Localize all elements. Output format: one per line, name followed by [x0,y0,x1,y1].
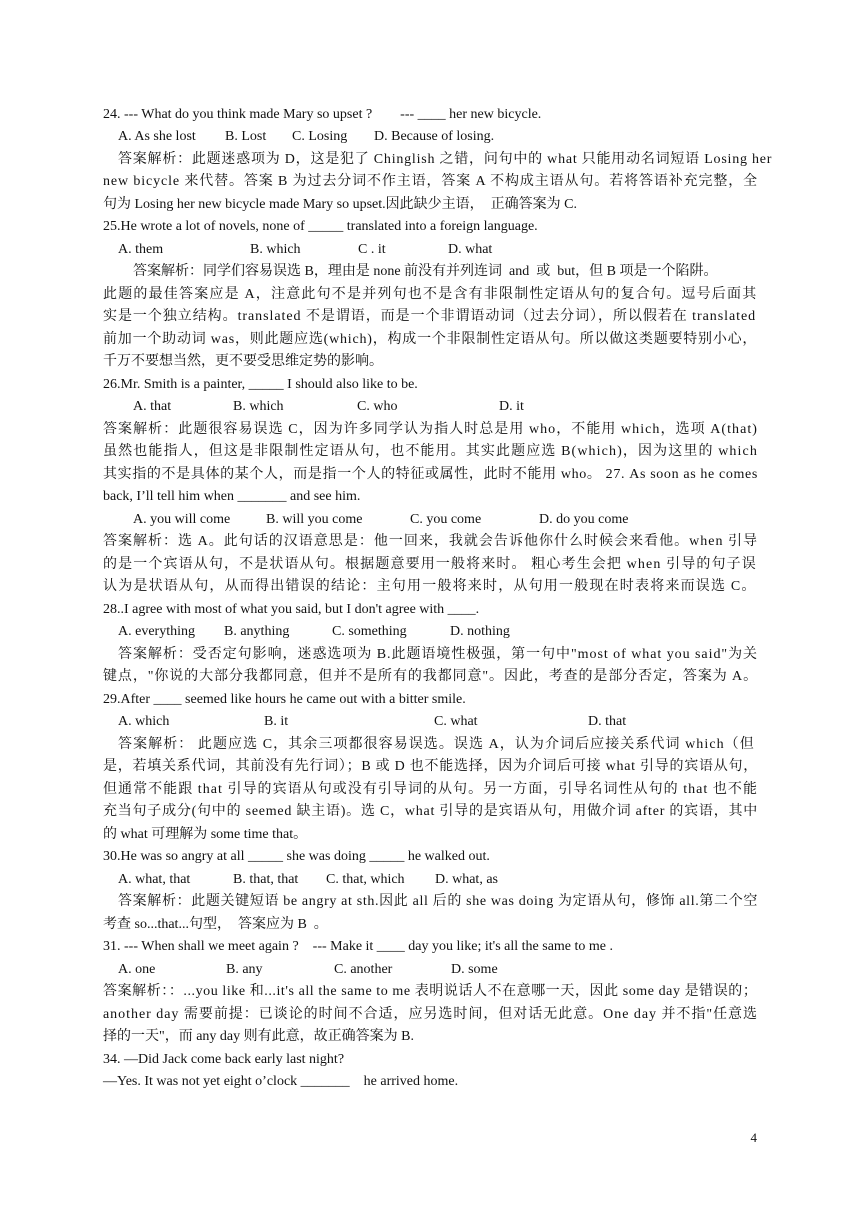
options-29 [118,713,758,731]
option-c: C. who [357,399,398,414]
question-24: 24. --- What do you think made Mary so upset ? --- ____ her new bicycle. [103,107,542,122]
explanation-line: 充当句子成分(句中的 seemed 缺主语)。选 C，what 引导的是宾语从句，用做介词 after 的宾语，其中 [103,804,758,819]
option-b: B. it [264,714,289,729]
explanation-line: 考查 so...that...句型， 答案应为 B 。 [103,917,328,932]
option-d: D. it [499,399,524,414]
page-number: 4 [750,1130,757,1145]
explanation-line: 实是一个独立结构。translated 不是谓语，而是一个非谓语动词（过去分词），所以假若在 translated [103,309,757,324]
explanation-line: 答案解析：：...you like 和...it's all the same to me 表明说话人不在意哪一天，因此 some day 是错误的； [103,984,758,999]
option-a: A. that [133,399,172,414]
explanation-line: 认为是状语从句，从而得出错误的结论：主句用一般将来时，从句用一般现在时表将来而误选 C。 [103,579,757,594]
explanation-line: 千万不要想当然，更不要受思维定势的影响。 [103,354,383,369]
option-c: C . it [358,242,386,257]
option-c: C. what [434,714,478,729]
option-d: D. some [451,962,498,977]
option-c: C. another [334,962,393,977]
option-b: B. anything [224,624,290,639]
option-d: D. nothing [450,624,510,639]
option-b: B. which [250,242,301,257]
option-c: C. you come [410,512,482,527]
explanation-line: 是，若填关系代词，其前没有先行词）；B 或 D 也不能选择，因为介词后可接 what 引导的宾语从句， [103,759,758,774]
option-b: B. any [226,962,263,977]
explanation-line: another day 需要前提：已谈论的时间不合适，应另选时间，但对话无此意。One day 并不指"任意选 [103,1007,758,1022]
question-34: 34. —Did Jack come back early last night? [103,1052,345,1067]
explanation-line: 答案解析：选 A。此句话的汉语意思是：他一回来，我就会告诉他你什么时候会来看他。when 引导 [103,534,758,549]
options-24 [118,128,758,146]
option-c: C. Losing [292,129,348,144]
question-34-response: —Yes. It was not yet eight o’clock _______ he arrived home. [103,1074,459,1089]
question-26: 26.Mr. Smith is a painter, _____ I should also like to be. [103,377,418,392]
option-b: B. which [233,399,284,414]
explanation-line: 句为 Losing her new bicycle made Mary so upset.因此缺少主语， 正确答案为 C. [103,197,577,212]
option-b: B. that, that [233,872,299,887]
explanation-line: 但通常不能跟 that 引导的宾语从句或没有引导词的从句。另一方面，引导名词性从句的 that 也不能 [103,782,758,797]
explanation-line: 前加一个助动词 was，则此题应选(which)，构成一个非限制性定语从句。所以做这类题要特别小心， [103,332,758,347]
explanation-line: 虽然也能指人，但这是非限制性定语从句，也不能用。其实此题应选 B(which)，因为这里的 which [103,444,758,459]
option-a: A. them [118,242,164,257]
option-c: C. that, which [326,872,405,887]
option-d: D. Because of losing. [374,129,495,144]
option-d: D. that [588,714,627,729]
explanation-line: 答案解析：此题很容易误选 C，因为许多同学认为指人时总是用 who，不能用 which，选项 A(that) [103,422,758,437]
explanation-line: 答案解析：同学们容易误选 B，理由是 none 前没有并列连词 and 或 but，但 B 项是一个陷阱。 [133,264,718,279]
option-d: D. do you come [539,512,629,527]
options-27 [133,511,753,529]
option-a: A. As she lost [118,129,196,144]
option-b: B. will you come [266,512,363,527]
explanation-line: 其实指的不是具体的某个人，而是指一个人的特征或属性，此时不能用 who。 27. As soon as he comes [103,467,758,482]
options-26 [133,398,753,416]
option-d: D. what, as [435,872,498,887]
question-25: 25.He wrote a lot of novels, none of _____ translated into a foreign language. [103,219,538,234]
question-27: back, I’ll tell him when _______ and see him. [103,489,361,504]
explanation-line: 键点，"你说的大部分我都同意，但并不是所有的我都同意"。因此，考查的是部分否定，答案为 A。 [103,669,758,684]
option-a: A. everything [118,624,195,639]
explanation-line: 答案解析：此题关键短语 be angry at sth.因此 all 后的 she was doing 为定语从句，修饰 all.第二个空 [118,894,758,909]
explanation-line: 的 what 可理解为 some time that。 [103,827,308,842]
option-d: D. what [448,242,493,257]
explanation-line: new bicycle 来代替。答案 B 为过去分词不作主语，答案 A 不构成主语从句。若将答语补充完整，全 [103,174,758,189]
option-c: C. something [332,624,407,639]
option-a: A. what, that [118,872,191,887]
option-b: B. Lost [225,129,267,144]
option-a: A. which [118,714,170,729]
question-30: 30.He was so angry at all _____ she was doing _____ he walked out. [103,849,490,864]
explanation-line: 择的一天"，而 any day 则有此意，故正确答案为 B. [103,1029,414,1044]
question-29: 29.After ____ seemed like hours he came out with a bitter smile. [103,692,466,707]
explanation-line: 答案解析：受否定句影响，迷惑选项为 B.此题语境性极强，第一句中"most of what you said"为关 [118,647,758,662]
options-31 [118,961,758,979]
explanation-line: 答案解析：此题迷惑项为 D，这是犯了 Chinglish 之错，问句中的 what 只能用动名词短语 Losing her [118,152,773,167]
explanation-line: 答案解析： 此题应选 C，其余三项都很容易误选。误选 A，认为介词后应接关系代词 which（但 [118,737,755,752]
options-28 [118,623,758,641]
explanation-line: 的是一个宾语从句，不是状语从句。根据题意要用一般将来时。 粗心考生会把 when 引导的句子误 [103,557,757,572]
options-30 [118,871,758,889]
question-28: 28..I agree with most of what you said, but I don't agree with ____. [103,602,480,617]
question-31: 31. --- When shall we meet again ? --- Make it ____ day you like; it's all the same to me . [103,939,614,954]
explanation-line: 此题的最佳答案应是 A，注意此句不是并列句也不是含有非限制性定语从句的复合句。逗号后面其 [103,287,758,302]
option-a: A. you will come [133,512,231,527]
options-25 [118,241,758,259]
option-a: A. one [118,962,156,977]
